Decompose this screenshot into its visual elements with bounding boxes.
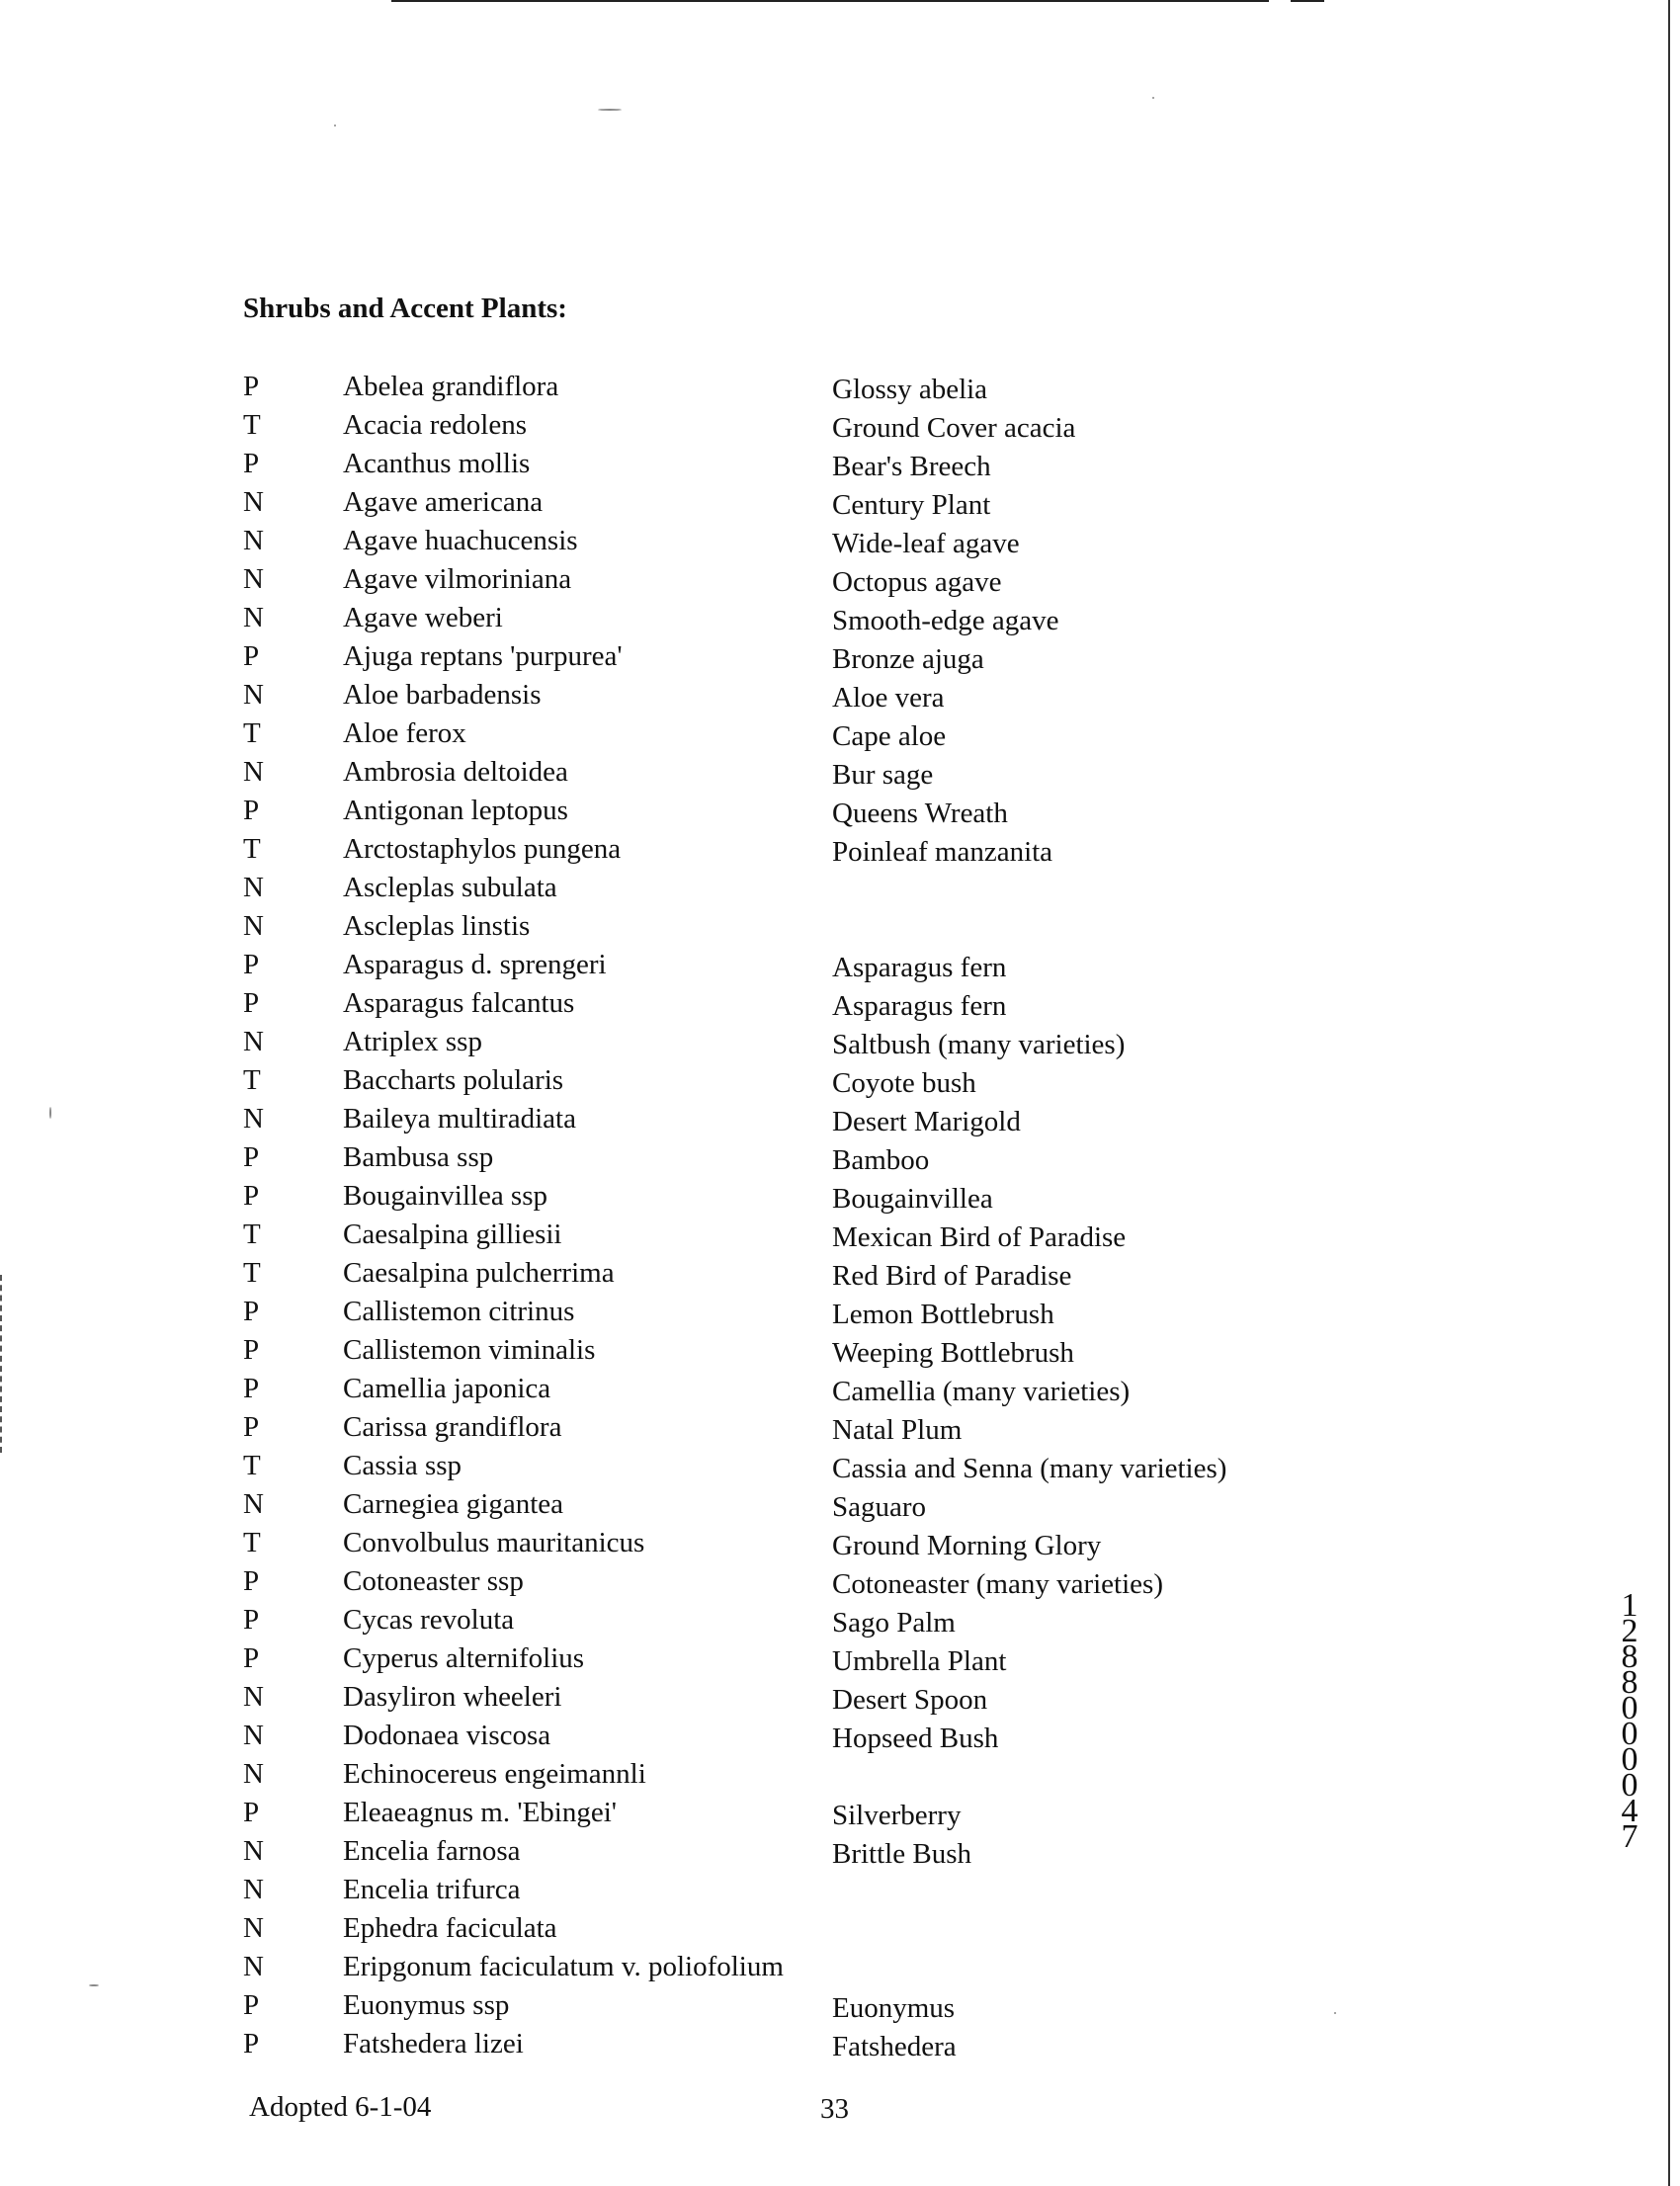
plant-type-code: N: [243, 1026, 264, 1057]
scan-speck: [334, 125, 336, 126]
plant-row: [0, 869, 1680, 907]
scan-speck: [1152, 97, 1154, 99]
plant-type-code: N: [243, 563, 264, 595]
scientific-name: Baccharts polularis: [343, 1064, 564, 1096]
plant-type-code: P: [243, 1989, 260, 2021]
plant-type-code: P: [243, 795, 260, 826]
scientific-name: Caesalpina gilliesii: [343, 1219, 562, 1250]
plant-row: [0, 1293, 1680, 1331]
common-name: Aloe vera: [832, 682, 945, 714]
plant-type-code: P: [243, 1141, 260, 1173]
scientific-name: Camellia japonica: [343, 1373, 551, 1404]
scientific-name: Carissa grandiflora: [343, 1411, 562, 1443]
scientific-name: Dasyliron wheeleri: [343, 1681, 562, 1713]
common-name: Silverberry: [832, 1800, 962, 1831]
common-name: Glossy abelia: [832, 374, 988, 405]
plant-row: [0, 676, 1680, 715]
plant-type-code: N: [243, 1758, 264, 1790]
plant-row: [0, 1331, 1680, 1370]
scientific-name: Encelia trifurca: [343, 1874, 521, 1905]
common-name: Cotoneaster (many varieties): [832, 1568, 1163, 1600]
common-name: Saguaro: [832, 1491, 927, 1523]
plant-row: [0, 946, 1680, 984]
plant-type-code: T: [243, 1219, 261, 1250]
plant-type-code: P: [243, 1373, 260, 1404]
common-name: Umbrella Plant: [832, 1645, 1007, 1677]
plant-type-code: N: [243, 486, 264, 518]
plant-row: [0, 445, 1680, 483]
plant-row: [0, 406, 1680, 445]
plant-row: [0, 1216, 1680, 1254]
scientific-name: Convolbulus mauritanicus: [343, 1527, 645, 1558]
plant-type-code: P: [243, 1180, 260, 1212]
plant-row: [0, 1794, 1680, 1832]
plant-type-code: N: [243, 756, 264, 788]
scientific-name: Ascleplas subulata: [343, 872, 557, 903]
plant-row: [0, 1871, 1680, 1909]
plant-type-code: P: [243, 448, 260, 479]
plant-type-code: P: [243, 1604, 260, 1636]
plant-type-code: N: [243, 1488, 264, 1520]
plant-type-code: N: [243, 602, 264, 633]
plant-row: [0, 368, 1680, 406]
plant-row: [0, 907, 1680, 946]
scientific-name: Ambrosia deltoidea: [343, 756, 568, 788]
plant-row: [0, 1408, 1680, 1447]
common-name: Sago Palm: [832, 1607, 956, 1639]
scientific-name: Eripgonum faciculatum v. poliofolium: [343, 1951, 784, 1982]
plant-type-code: T: [243, 409, 261, 441]
plant-row: [0, 522, 1680, 560]
plant-type-code: P: [243, 1296, 260, 1327]
scientific-name: Carnegiea gigantea: [343, 1488, 564, 1520]
common-name: Bear's Breech: [832, 451, 991, 482]
plant-type-code: N: [243, 679, 264, 711]
document-id-stamp: 12880 00047: [1621, 1587, 1638, 1855]
plant-row: [0, 1717, 1680, 1755]
scientific-name: Agave weberi: [343, 602, 503, 633]
scientific-name: Antigonan leptopus: [343, 795, 568, 826]
scientific-name: Abelea grandiflora: [343, 371, 559, 402]
plant-type-code: N: [243, 910, 264, 942]
plant-row: [0, 1678, 1680, 1717]
plant-type-code: T: [243, 717, 261, 749]
plant-row: [0, 1485, 1680, 1524]
common-name: Octopus agave: [832, 566, 1002, 598]
common-name: Desert Marigold: [832, 1106, 1021, 1137]
plant-type-code: N: [243, 1103, 264, 1135]
plant-row: [0, 1562, 1680, 1601]
scientific-name: Euonymus ssp: [343, 1989, 510, 2021]
common-name: Asparagus fern: [832, 952, 1007, 983]
top-rule-fragment: [1291, 0, 1324, 2]
plant-type-code: P: [243, 949, 260, 980]
common-name: Ground Morning Glory: [832, 1530, 1102, 1561]
scientific-name: Arctostaphylos pungena: [343, 833, 622, 865]
plant-type-code: N: [243, 1912, 264, 1944]
scientific-name: Ajuga reptans 'purpurea': [343, 640, 623, 672]
scientific-name: Echinocereus engeimannli: [343, 1758, 646, 1790]
top-rule: [391, 0, 1269, 2]
plant-type-code: N: [243, 1835, 264, 1867]
scientific-name: Caesalpina pulcherrima: [343, 1257, 615, 1289]
plant-row: [0, 1370, 1680, 1408]
scientific-name: Bambusa ssp: [343, 1141, 494, 1173]
plant-row: [0, 1524, 1680, 1562]
plant-row: [0, 830, 1680, 869]
adopted-date: Adopted 6-1-04: [249, 2091, 432, 2123]
scientific-name: Fatshedera lizei: [343, 2028, 524, 2060]
plant-type-code: T: [243, 1257, 261, 1289]
plant-type-code: N: [243, 525, 264, 556]
plant-row: [0, 1832, 1680, 1871]
plant-row: [0, 1100, 1680, 1138]
scientific-name: Bougainvillea ssp: [343, 1180, 548, 1212]
common-name: Mexican Bird of Paradise: [832, 1221, 1127, 1253]
plant-row: [0, 1909, 1680, 1948]
scientific-name: Aloe ferox: [343, 717, 466, 749]
scientific-name: Callistemon viminalis: [343, 1334, 596, 1366]
common-name: Camellia (many varieties): [832, 1376, 1131, 1407]
plant-type-code: T: [243, 1450, 261, 1481]
scientific-name: Agave huachucensis: [343, 525, 578, 556]
plant-type-code: P: [243, 371, 260, 402]
plant-type-code: P: [243, 1797, 260, 1828]
plant-row: [0, 637, 1680, 676]
common-name: Smooth-edge agave: [832, 605, 1059, 636]
scientific-name: Acanthus mollis: [343, 448, 531, 479]
common-name: Bur sage: [832, 759, 934, 791]
scientific-name: Agave americana: [343, 486, 544, 518]
plant-type-code: N: [243, 1681, 264, 1713]
scientific-name: Acacia redolens: [343, 409, 527, 441]
plant-type-code: P: [243, 2028, 260, 2060]
scientific-name: Agave vilmoriniana: [343, 563, 572, 595]
scientific-name: Asparagus d. sprengeri: [343, 949, 607, 980]
common-name: Euonymus: [832, 1992, 956, 2024]
plant-row: [0, 753, 1680, 792]
plant-row: [0, 1177, 1680, 1216]
common-name: Saltbush (many varieties): [832, 1029, 1126, 1060]
plant-type-code: N: [243, 1720, 264, 1751]
plant-type-code: P: [243, 1334, 260, 1366]
common-name: Bougainvillea: [832, 1183, 993, 1215]
page-number: 33: [820, 2093, 849, 2125]
plant-row: [0, 1640, 1680, 1678]
plant-type-code: P: [243, 1565, 260, 1597]
scientific-name: Cassia ssp: [343, 1450, 462, 1481]
scientific-name: Asparagus falcantus: [343, 987, 575, 1019]
plant-row: [0, 1061, 1680, 1100]
scientific-name: Baileya multiradiata: [343, 1103, 576, 1135]
plant-type-code: P: [243, 1411, 260, 1443]
plant-row: [0, 1254, 1680, 1293]
common-name: Wide-leaf agave: [832, 528, 1020, 559]
common-name: Natal Plum: [832, 1414, 963, 1446]
scientific-name: Callistemon citrinus: [343, 1296, 575, 1327]
common-name: Coyote bush: [832, 1067, 976, 1099]
common-name: Fatshedera: [832, 2031, 957, 2062]
common-name: Cassia and Senna (many varieties): [832, 1453, 1227, 1484]
plant-type-code: N: [243, 1951, 264, 1982]
common-name: Lemon Bottlebrush: [832, 1299, 1054, 1330]
plant-row: [0, 1948, 1680, 1986]
plant-type-code: T: [243, 1064, 261, 1096]
plant-type-code: P: [243, 640, 260, 672]
common-name: Hopseed Bush: [832, 1723, 999, 1754]
plant-type-code: N: [243, 872, 264, 903]
scientific-name: Encelia farnosa: [343, 1835, 521, 1867]
common-name: Cape aloe: [832, 720, 947, 752]
plant-row: [0, 599, 1680, 637]
plant-type-code: P: [243, 1642, 260, 1674]
plant-type-code: T: [243, 1527, 261, 1558]
common-name: Asparagus fern: [832, 990, 1007, 1022]
scan-speck: [598, 109, 622, 111]
common-name: Brittle Bush: [832, 1838, 971, 1870]
plant-row: [0, 1986, 1680, 2025]
common-name: Red Bird of Paradise: [832, 1260, 1072, 1292]
scientific-name: Cotoneaster ssp: [343, 1565, 524, 1597]
plant-row: [0, 2025, 1680, 2063]
scientific-name: Dodonaea viscosa: [343, 1720, 551, 1751]
plant-row: [0, 483, 1680, 522]
common-name: Weeping Bottlebrush: [832, 1337, 1074, 1369]
plant-row: [0, 715, 1680, 753]
plant-row: [0, 1023, 1680, 1061]
plant-list: [0, 368, 1680, 2063]
scientific-name: Ephedra faciculata: [343, 1912, 557, 1944]
plant-type-code: P: [243, 987, 260, 1019]
scientific-name: Ascleplas linstis: [343, 910, 531, 942]
scientific-name: Atriplex ssp: [343, 1026, 482, 1057]
common-name: Queens Wreath: [832, 798, 1008, 829]
plant-row: [0, 1138, 1680, 1177]
scientific-name: Aloe barbadensis: [343, 679, 542, 711]
plant-type-code: T: [243, 833, 261, 865]
plant-type-code: N: [243, 1874, 264, 1905]
plant-row: [0, 1601, 1680, 1640]
scientific-name: Cyperus alternifolius: [343, 1642, 585, 1674]
section-heading: Shrubs and Accent Plants:: [243, 293, 567, 324]
scientific-name: Cycas revoluta: [343, 1604, 515, 1636]
common-name: Ground Cover acacia: [832, 412, 1076, 444]
plant-row: [0, 792, 1680, 830]
plant-row: [0, 1755, 1680, 1794]
common-name: Bronze ajuga: [832, 643, 984, 675]
common-name: Century Plant: [832, 489, 991, 521]
plant-row: [0, 984, 1680, 1023]
common-name: Poinleaf manzanita: [832, 836, 1053, 868]
plant-row: [0, 560, 1680, 599]
common-name: Bamboo: [832, 1144, 930, 1176]
plant-row: [0, 1447, 1680, 1485]
common-name: Desert Spoon: [832, 1684, 988, 1716]
scientific-name: Eleaeagnus m. 'Ebingei': [343, 1797, 618, 1828]
